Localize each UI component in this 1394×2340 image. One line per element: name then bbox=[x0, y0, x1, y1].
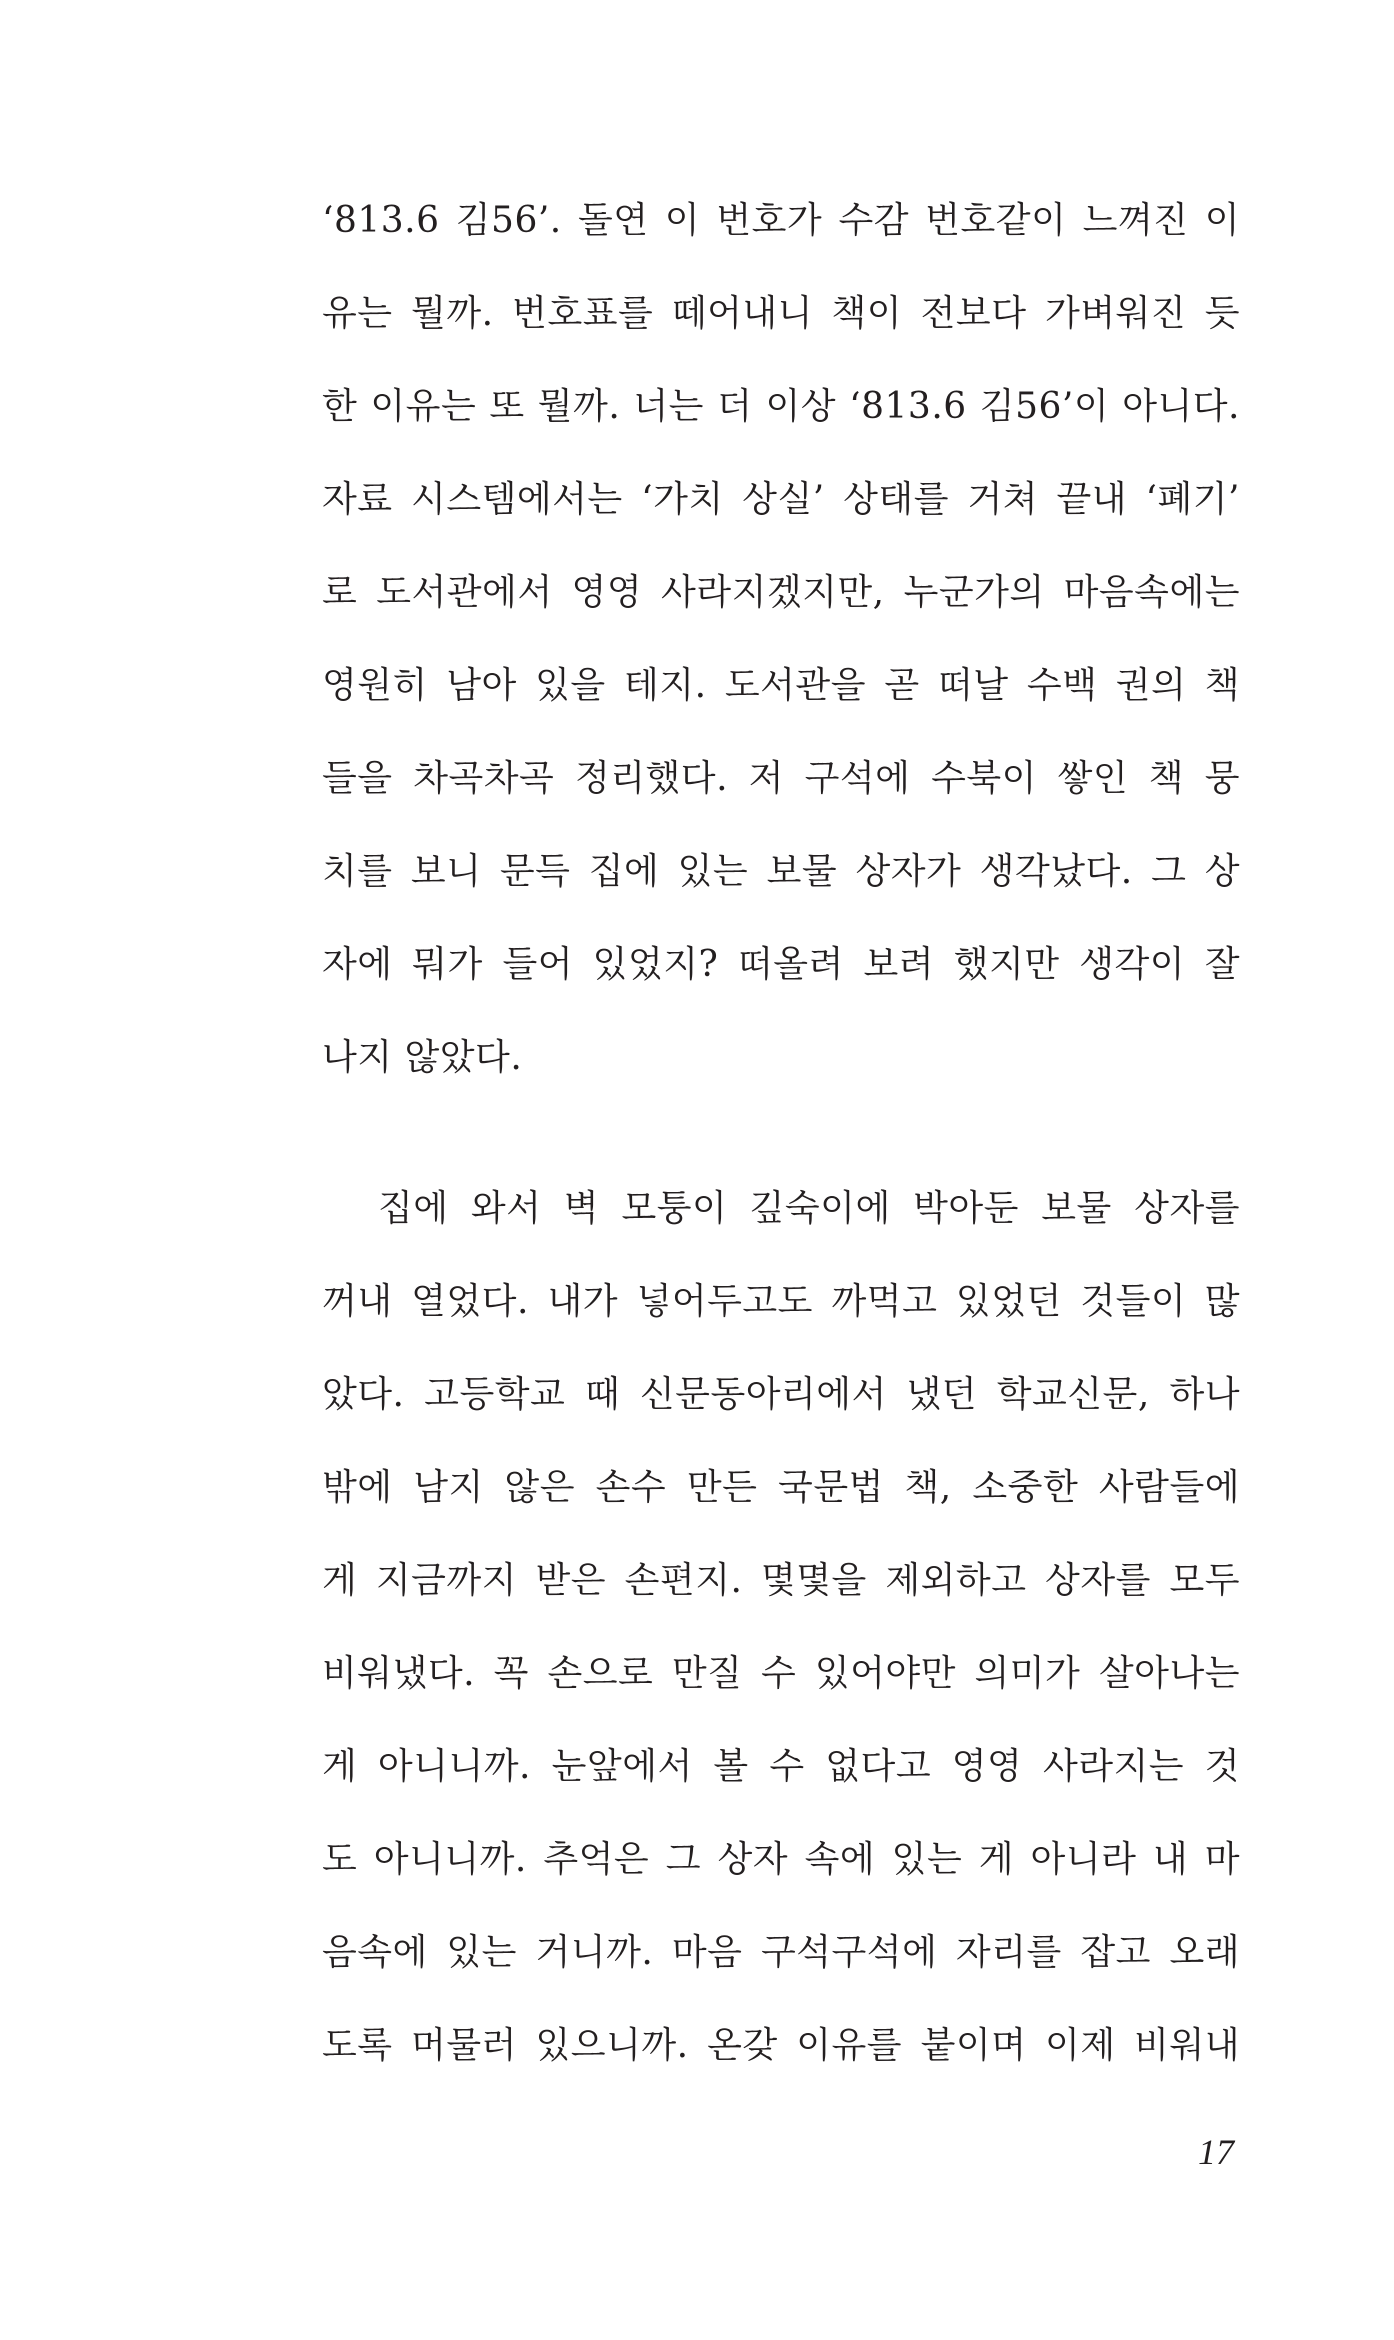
text-line: 영원히 남아 있을 테지. 도서관을 곧 떠날 수백 권의 책 bbox=[322, 665, 1240, 706]
text-line: 치를 보니 문득 집에 있는 보물 상자가 생각났다. 그 상 bbox=[322, 851, 1240, 892]
text-line: 았다. 고등학교 때 신문동아리에서 냈던 학교신문, 하나 bbox=[322, 1374, 1240, 1415]
paragraph-2 bbox=[322, 1162, 1240, 2092]
text-line: 유는 뭘까. 번호표를 떼어내니 책이 전보다 가벼워진 듯 bbox=[322, 293, 1240, 334]
text-line: 로 도서관에서 영영 사라지겠지만, 누군가의 마음속에는 bbox=[322, 572, 1240, 613]
text-line: 음속에 있는 거니까. 마음 구석구석에 자리를 잡고 오래 bbox=[322, 1932, 1240, 1973]
text-line: 자료 시스템에서는 ‘가치 상실’ 상태를 거쳐 끝내 ‘폐기’ bbox=[322, 479, 1240, 520]
text-line: 밖에 남지 않은 손수 만든 국문법 책, 소중한 사람들에 bbox=[322, 1467, 1240, 1508]
paragraph-1 bbox=[322, 174, 1240, 1104]
text-line: 꺼내 열었다. 내가 넣어두고도 까먹고 있었던 것들이 많 bbox=[322, 1281, 1240, 1322]
text-line: ‘813.6 김56’. 돌연 이 번호가 수감 번호같이 느껴진 이 bbox=[322, 200, 1240, 241]
text-line: 도 아니니까. 추억은 그 상자 속에 있는 게 아니라 내 마 bbox=[322, 1839, 1240, 1880]
text-line: 집에 와서 벽 모퉁이 깊숙이에 박아둔 보물 상자를 bbox=[378, 1188, 1240, 1229]
text-line: 도록 머물러 있으니까. 온갖 이유를 붙이며 이제 비워내 bbox=[322, 2025, 1240, 2066]
page-number: 17 bbox=[1198, 2132, 1234, 2172]
text-line: 비워냈다. 꼭 손으로 만질 수 있어야만 의미가 살아나는 bbox=[322, 1653, 1240, 1694]
text-line: 게 아니니까. 눈앞에서 볼 수 없다고 영영 사라지는 것 bbox=[322, 1746, 1240, 1787]
text-line: 들을 차곡차곡 정리했다. 저 구석에 수북이 쌓인 책 뭉 bbox=[322, 758, 1240, 799]
text-line: 게 지금까지 받은 손편지. 몇몇을 제외하고 상자를 모두 bbox=[322, 1560, 1240, 1601]
text-line: 자에 뭐가 들어 있었지? 떠올려 보려 했지만 생각이 잘 bbox=[322, 944, 1240, 985]
text-line: 한 이유는 또 뭘까. 너는 더 이상 ‘813.6 김56’이 아니다. bbox=[322, 386, 1240, 427]
text-line: 나지 않았다. bbox=[322, 1037, 523, 1078]
